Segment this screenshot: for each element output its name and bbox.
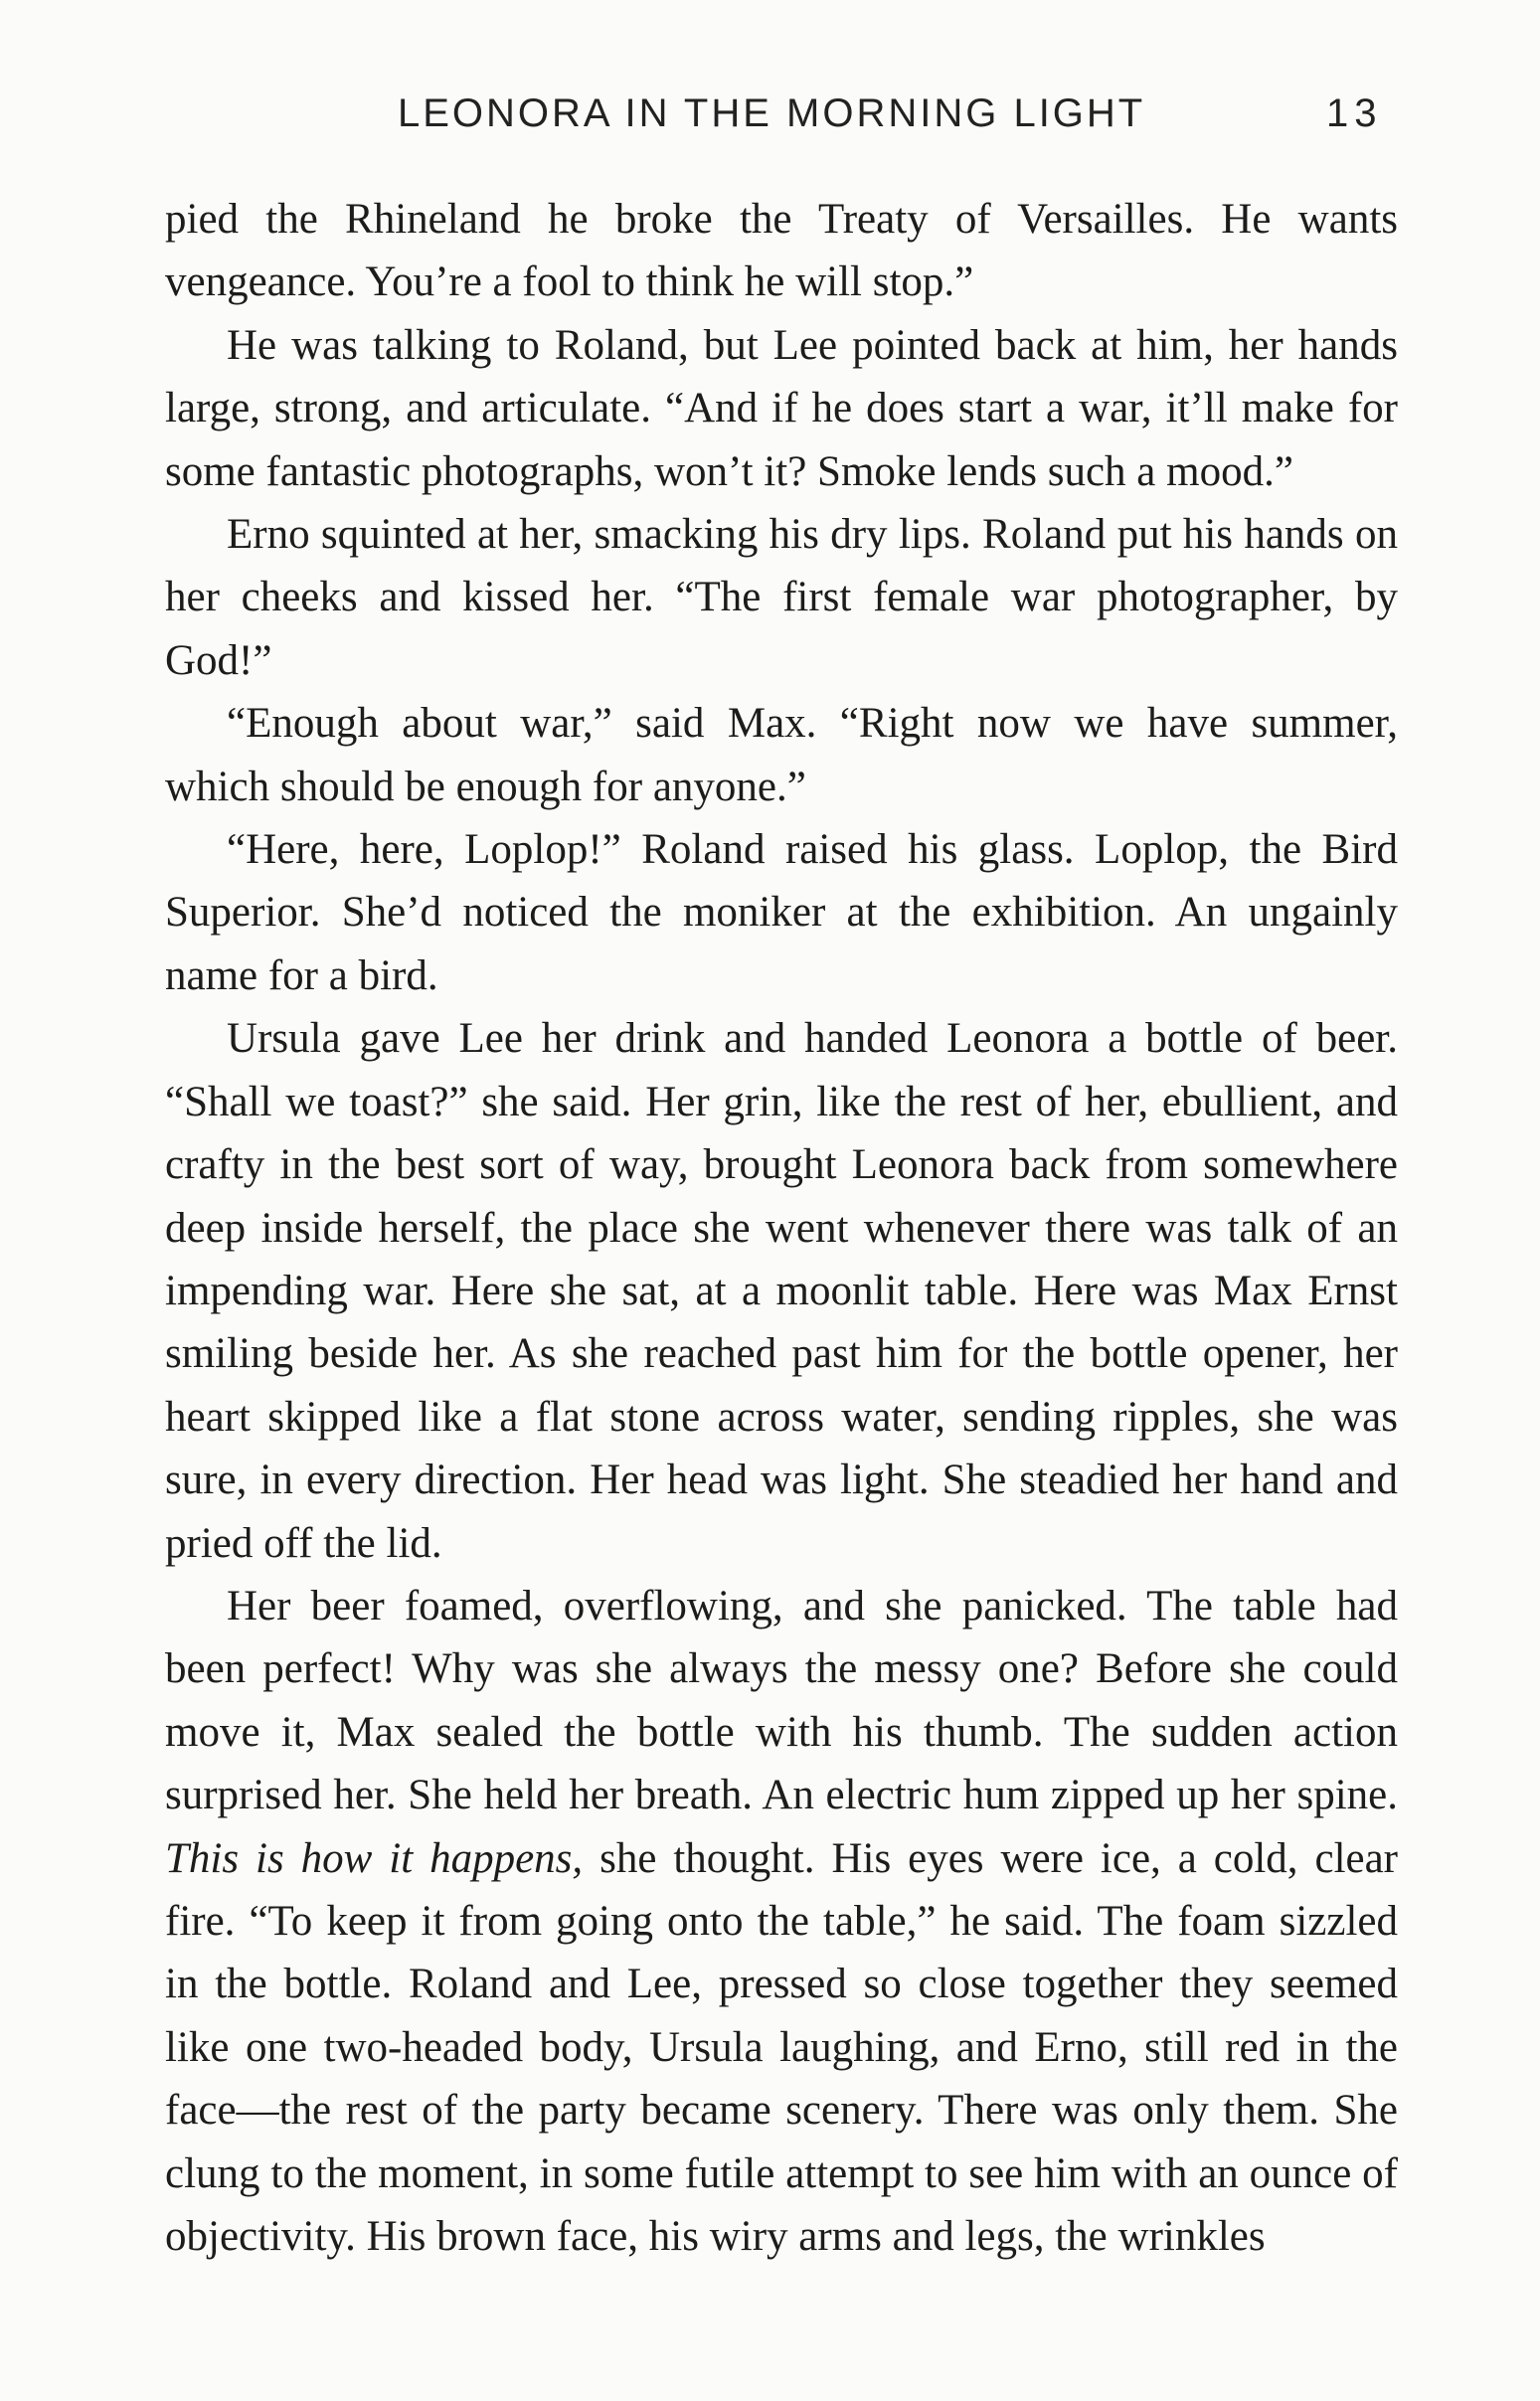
italic-thought: This is how it happens, — [165, 1834, 584, 1882]
paragraph-text: Her beer foamed, overflowing, and she panicked. The table had been perfect! Why was she always the messy one? Before she could move it, Max sealed the bottle with his thumb. The sudden action surprised her. She held her breath. An electric hum zipped up her spine. — [165, 1582, 1398, 1819]
paragraph — [165, 1575, 1398, 2268]
paragraph-text: she thought. His eyes were ice, a cold, clear fire. “To keep it from going onto the table,” he said. The foam sizzled in the bottle. Roland and Lee, pressed so close together they seemed like one two-headed body, Ursula laughing, and Erno, still red in the face—the rest of the party became scenery. There was only them. She clung to the moment, in some futile attempt to see him with an ounce of objectivity. His brown face, his wiry arms and legs, the wrinkles — [165, 1834, 1399, 2260]
paragraph: Ursula gave Lee her drink and handed Leonora a bottle of beer. “Shall we toast?” she said. Her grin, like the rest of her, ebullient, and crafty in the best sort of way, brought Leonora back from somewhere deep inside herself, the place she went whenever there was talk of an impending war. Here she sat, at a moonlit table. Here was Max Ernst smiling beside her. As she reached past him for the bottle opener, her heart skipped like a flat stone across water, sending ripples, she was sure, in every direction. Her head was light. She steadied her hand and pried off the lid. — [165, 1015, 1398, 1567]
running-head: LEONORA IN THE MORNING LIGHT — [398, 91, 1146, 135]
page-number: 13 — [1326, 91, 1383, 135]
paragraph: “Here, here, Loplop!” Roland raised his glass. Loplop, the Bird Superior. She’d noticed the moniker at the exhibition. An ungainly name for a bird. — [165, 826, 1398, 999]
body-text — [165, 188, 1398, 2268]
paragraph: He was talking to Roland, but Lee pointed back at him, her hands large, strong, and articulate. “And if he does start a war, it’ll make for some fantastic photographs, won’t it? Smoke lends such a mood.” — [165, 321, 1398, 495]
paragraph: pied the Rhineland he broke the Treaty of Versailles. He wants vengeance. You’re a fool to think he will stop.” — [165, 196, 1398, 306]
paragraph: Erno squinted at her, smacking his dry lips. Roland put his hands on her cheeks and kissed her. “The first female war photographer, by God!” — [165, 511, 1398, 684]
paragraph: “Enough about war,” said Max. “Right now we have summer, which should be enough for anyone.” — [165, 700, 1398, 810]
